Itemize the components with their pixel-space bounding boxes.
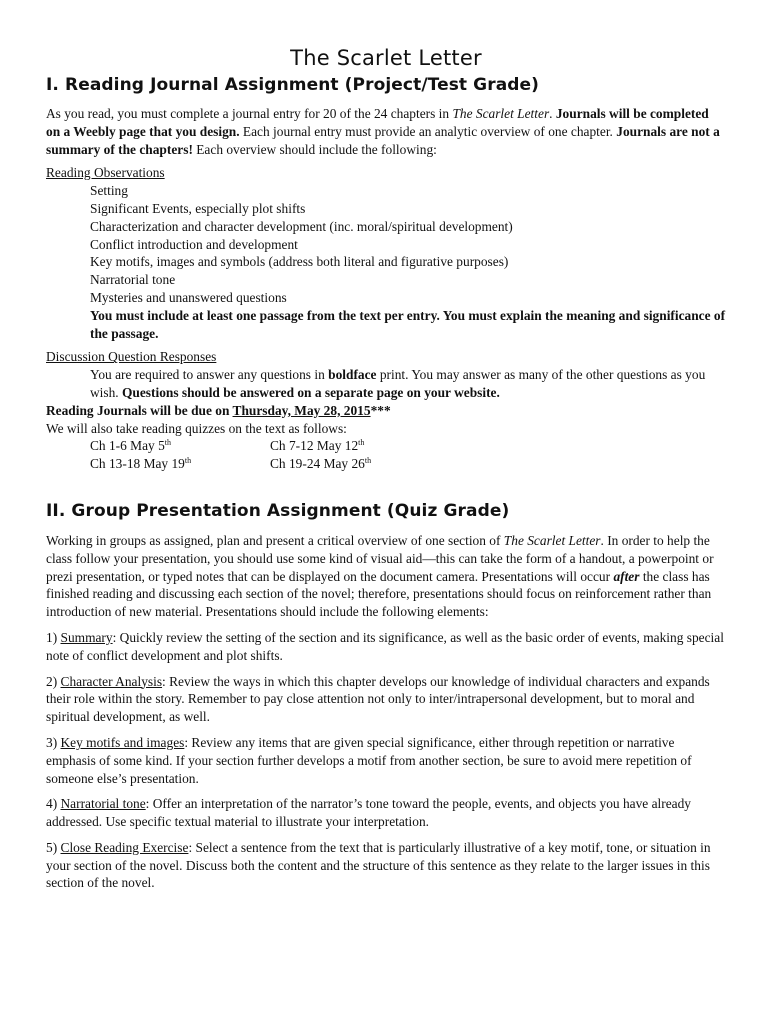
discussion-span: You are required to answer any questions in [90, 367, 329, 383]
quiz-intro: We will also take reading quizzes on the text as follows: [46, 420, 347, 436]
intro-bold: Journals are not a summary of the chapters! [46, 123, 720, 157]
list-item: Mysteries and unanswered questions [90, 289, 287, 305]
due-date: Thursday, May 28, 2015 [232, 402, 371, 418]
discussion-span: print. You may answer as many of the other questions as you wish. [90, 367, 706, 400]
due-date-line [46, 402, 726, 420]
emphasis-after: after [613, 568, 640, 584]
element-key-motifs: 3) Key motifs and images: Review any items that are given special significance, either through repetition or narrative emphasis of some kind. If your section further develops a motif from another section, be sure to avoid mere repetition of someone else’s presentation. [46, 734, 692, 786]
quiz-item: Ch 13-18 May 19th [90, 456, 192, 472]
observations-list [46, 182, 726, 342]
element-narratorial-tone: 4) Narratorial tone: Offer an interpretation of the narrator’s tone toward the people, events, and objects you have already addressed. Use specific textual material to illustrate your interpretation. [46, 796, 691, 830]
list-item-bold: You must include at least one passage from the text per entry. You must explain the meaning and significance of the passage. [90, 307, 726, 341]
list-item: Narratorial tone [90, 272, 176, 288]
element-label: Summary [60, 629, 113, 645]
discussion-heading: Discussion Question Responses [46, 349, 217, 365]
quiz-item: Ch 19-24 May 26th [270, 456, 372, 472]
discussion-bold: Questions should be answered on a separate page on your website. [122, 384, 500, 400]
element-character-analysis: 2) Character Analysis: Review the ways in which this chapter develops our knowledge of individual characters and expands their role within the story. Remember to pay close attention not only to inter/intrapersonal development, but to moral and spiritual development, as well. [46, 673, 710, 725]
due-text: Reading Journals will be due on [46, 402, 233, 418]
list-item: Setting [90, 183, 128, 199]
discussion-bold: boldface [328, 367, 377, 383]
intro-text: . [549, 106, 556, 121]
intro-bold: Journals will be completed on a Weebly page that you design. [46, 106, 709, 139]
intro-text: the class has finished reading and discussing each section of the novel; therefore, presentations should focus on reinforcement rather than introduction of new material. Presentations should include the following elements: [46, 568, 712, 620]
element-close-reading: 5) Close Reading Exercise: Select a sentence from the text that is particularly illustrative of a key motif, tone, or situation in your section of the novel. Discuss both the content and the structure of this sentence as they relate to the larger issues in this section of the novel. [46, 839, 711, 891]
document-page [46, 44, 726, 892]
list-item: Significant Events, especially plot shifts [90, 200, 306, 216]
intro-text: As you read, you must complete a journal entry for 20 of the 24 chapters in [46, 106, 453, 121]
list-item: Characterization and character development (inc. moral/spiritual development) [90, 218, 513, 234]
element-summary: 1) Summary: Quickly review the setting of the section and its significance, as well as the basic order of events, making special note of conflict development and plot shifts. [46, 629, 724, 663]
intro-text: Working in groups as assigned, plan and present a critical overview of one section of [46, 532, 504, 548]
book-title: The Scarlet Letter [452, 106, 550, 121]
intro-text: Each journal entry must provide an analytic overview of one chapter. [239, 123, 617, 139]
quiz-item: Ch 1-6 May 5th [90, 438, 171, 454]
reading-observations-heading: Reading Observations [46, 165, 165, 181]
list-item: Key motifs, images and symbols (address both literal and figurative purposes) [90, 254, 509, 270]
section-1-intro [46, 105, 726, 158]
section-2-heading: II. Group Presentation Assignment (Quiz Grade) [46, 500, 510, 521]
quiz-item: Ch 7-12 May 12th [270, 438, 365, 454]
due-text: *** [370, 402, 391, 418]
document-title: The Scarlet Letter [290, 46, 482, 70]
section-2-intro [46, 532, 726, 621]
element-label: Close Reading Exercise [60, 839, 189, 855]
intro-text: Each overview should include the following: [192, 141, 437, 157]
discussion-text [46, 366, 726, 402]
book-title: The Scarlet Letter [503, 532, 601, 548]
element-label: Key motifs and images [60, 734, 185, 750]
quiz-schedule [46, 437, 726, 473]
element-label: Narratorial tone [60, 796, 146, 812]
intro-text: . In order to help the class follow your presentation, you should use some kind of visual aid—this can take the form of a handout, a powerpoint or prezi presentation, or typed notes that can be displayed on the document camera. Presentations will occur [46, 532, 714, 584]
list-item: Conflict introduction and development [90, 236, 298, 252]
element-label: Character Analysis [60, 673, 163, 689]
section-1-heading: I. Reading Journal Assignment (Project/Test Grade) [46, 75, 540, 95]
